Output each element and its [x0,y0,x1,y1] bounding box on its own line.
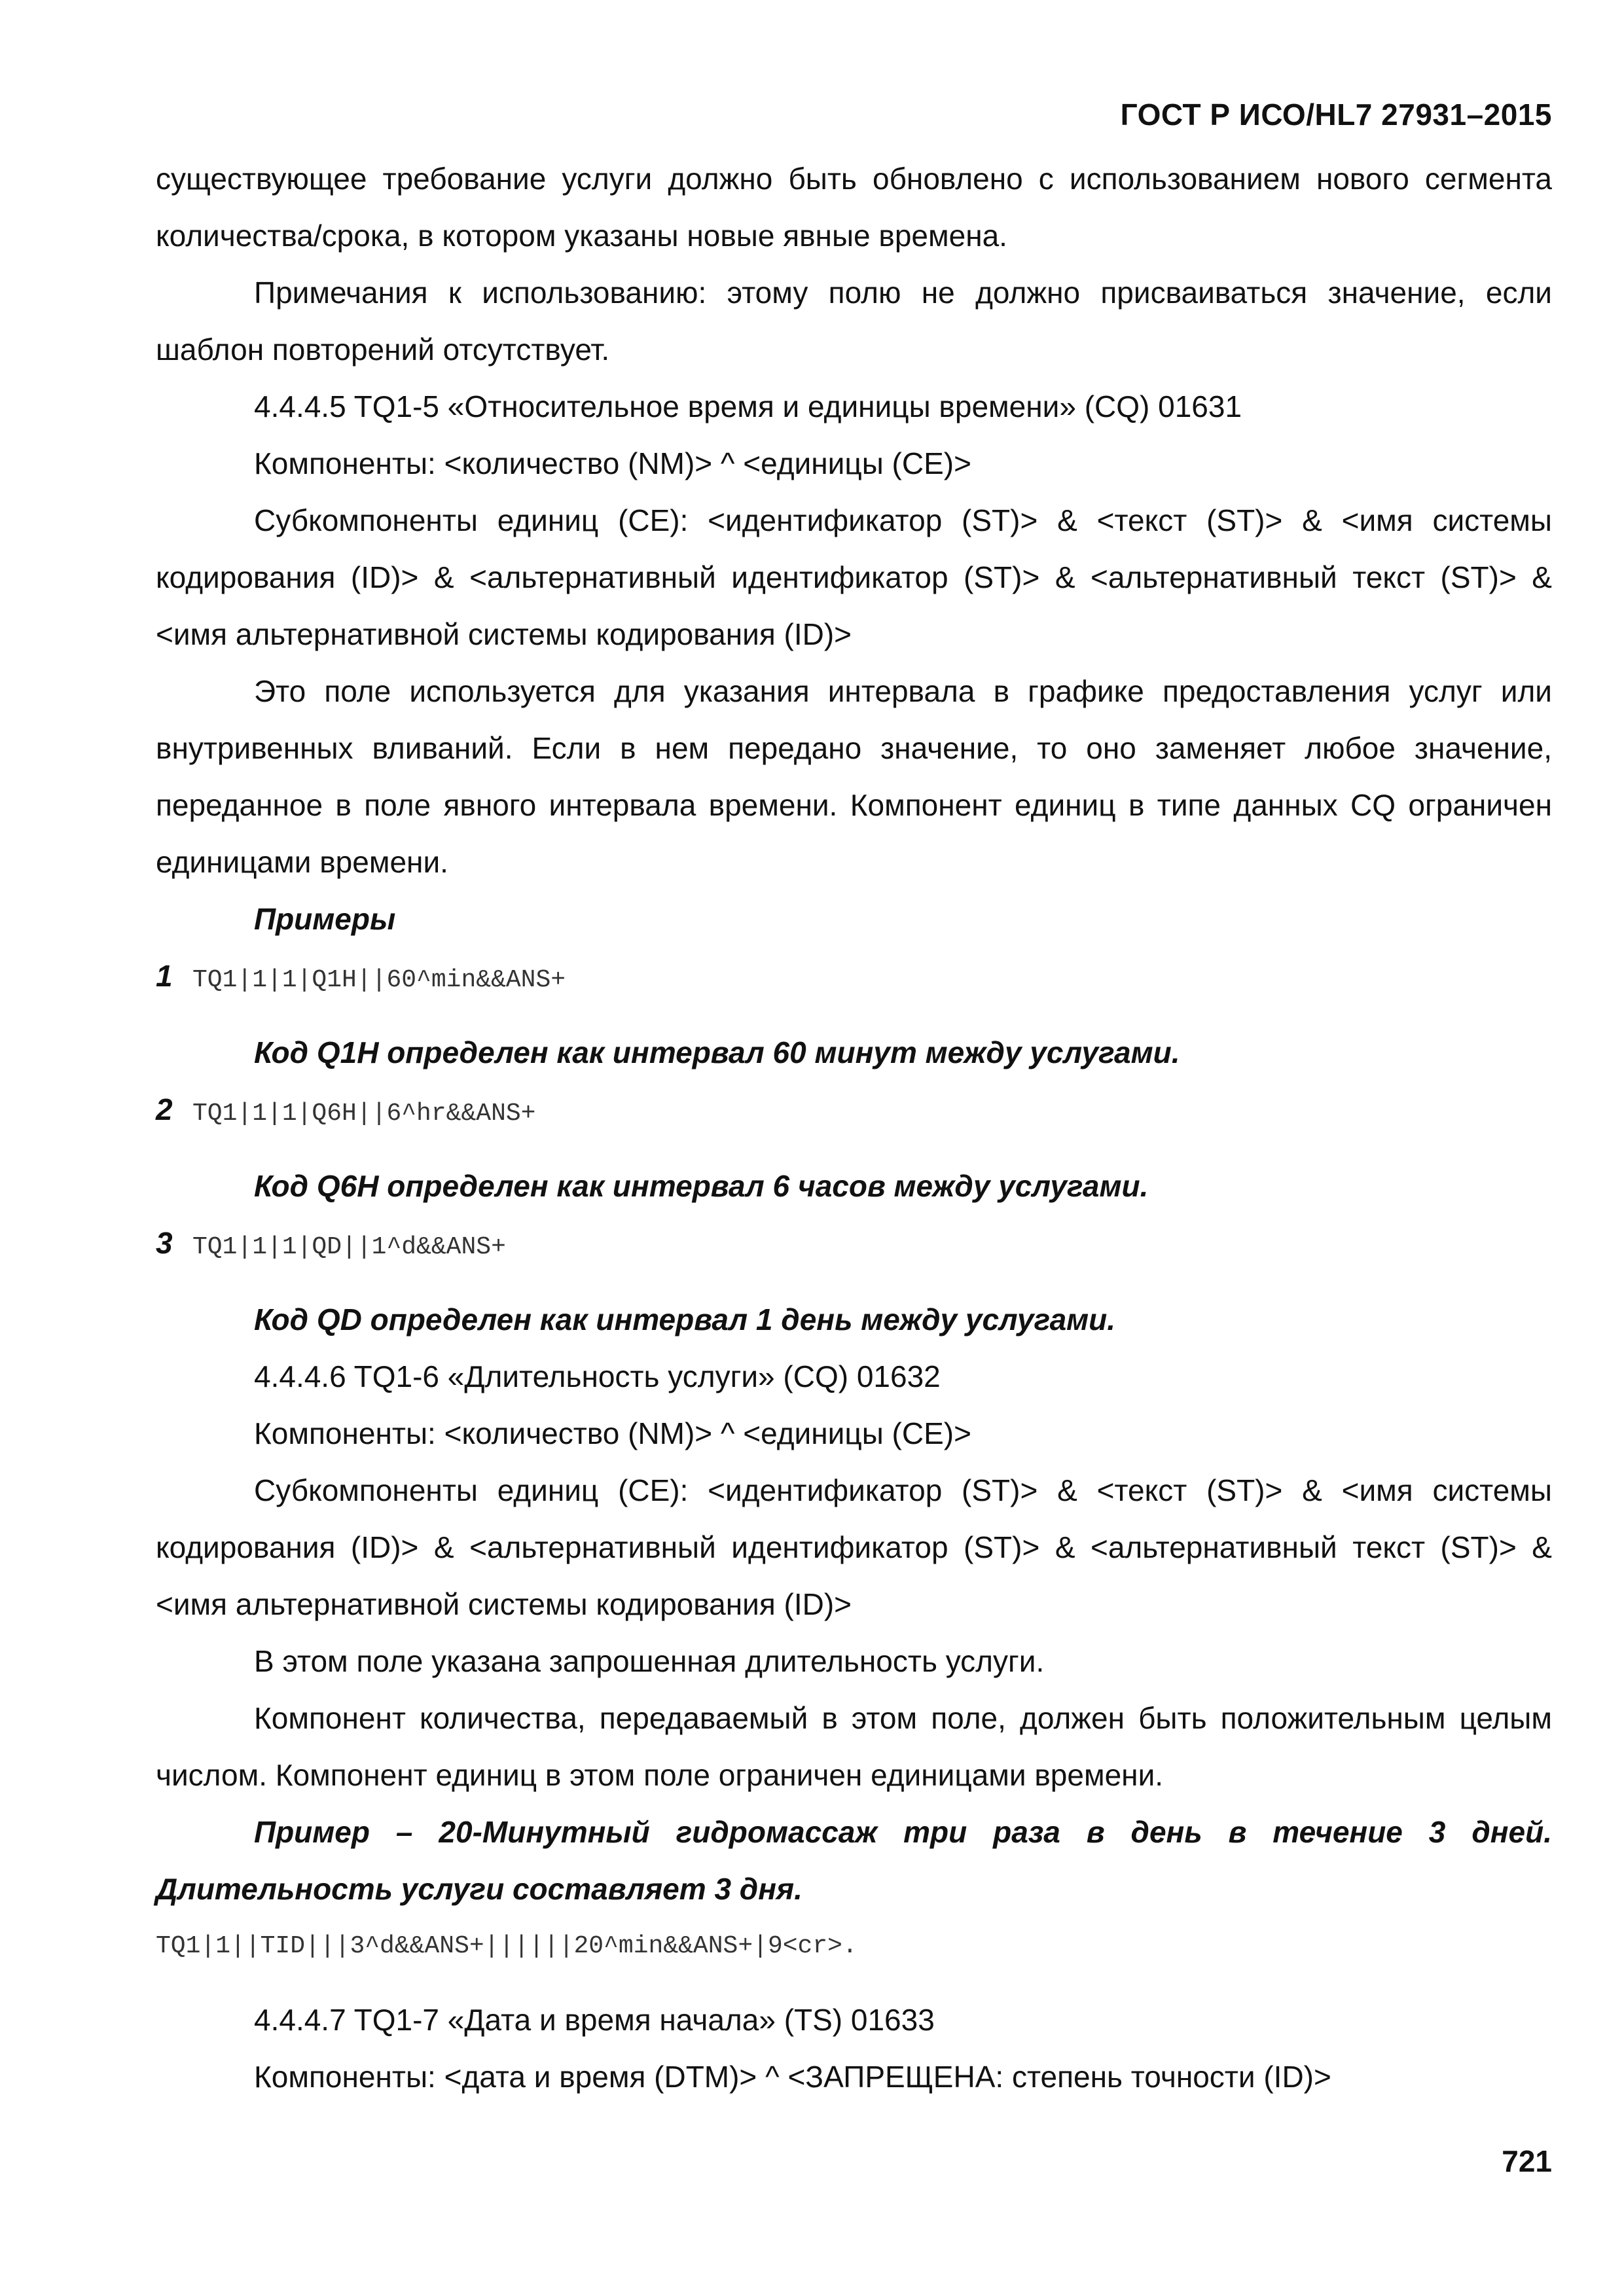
example-number: 3 [156,1226,173,1260]
document-header: ГОСТ Р ИСО/HL7 27931–2015 [1120,98,1552,132]
example-paragraph: Пример – 20-Минутный гидромассаж три раза в день в течение 3 дней. Длительность услуги составляет 3 дня. [156,1815,1552,1906]
paragraph: Компоненты: <количество (NM)> ^ <единицы (CE)> [254,1416,971,1450]
paragraph: Компоненты: <количество (NM)> ^ <единицы (CE)> [254,446,971,480]
example-code-line [156,948,1552,1009]
paragraph: Компоненты: <дата и время (DTM)> ^ <ЗАПРЕЩЕНА: степень точности (ID)> [254,2060,1331,2094]
example-code: TQ1|1|1|Q1H||60^min&&ANS+ [192,966,566,994]
paragraph: Примечания к использованию: этому полю не должно присваиваться значение, если шаблон повторений отсутствует. [156,276,1552,367]
example-code-line [156,1081,1552,1142]
paragraph: Субкомпоненты единиц (CE): <идентификатор (ST)> & <текст (ST)> & <имя системы кодирования (ID)> & <альтернативный идентификатор (ST)> & <альтернативный текст (ST)> & <имя альтернативной системы кодирования (ID)> [156,503,1552,651]
example-code-line [156,1215,1552,1276]
example-code: TQ1|1|1|QD||1^d&&ANS+ [192,1233,506,1261]
document-body [156,151,1552,2106]
section-heading: 4.4.4.6 TQ1-6 «Длительность услуги» (CQ) 01632 [254,1359,941,1393]
section-heading: 4.4.4.5 TQ1-5 «Относительное время и единицы времени» (CQ) 01631 [254,389,1242,423]
example-note: Код Q1H определен как интервал 60 минут между услугами. [254,1035,1180,1069]
code-block: TQ1|1||TID|||3^d&&ANS+||||||20^min&&ANS+|9<cr>. [156,1932,857,1960]
section-heading: 4.4.4.7 TQ1-7 «Дата и время начала» (TS) 01633 [254,2003,935,2037]
paragraph: Это поле используется для указания интервала в графике предоставления услуг или внутривенных вливаний. Если в нем передано значение, то оно заменяет любое значение, переданное в поле явного интервала времени. Компонент единиц в типе данных CQ ограничен единицами времени. [156,674,1552,879]
paragraph: Компонент количества, передаваемый в этом поле, должен быть положительным целым числом. Компонент единиц в этом поле ограничен единицами времени. [156,1701,1552,1792]
example-note: Код QD определен как интервал 1 день между услугами. [254,1302,1116,1336]
paragraph: существующее требование услуги должно быть обновлено с использованием нового сегмента количества/срока, в котором указаны новые явные времена. [156,162,1552,253]
page-number: 721 [1502,2144,1552,2178]
examples-heading: Примеры [254,902,396,936]
paragraph: В этом поле указана запрошенная длительность услуги. [254,1644,1045,1678]
paragraph: Субкомпоненты единиц (CE): <идентификатор (ST)> & <текст (ST)> & <имя системы кодирования (ID)> & <альтернативный идентификатор (ST)> & <альтернативный текст (ST)> & <имя альтернативной системы кодирования (ID)> [156,1473,1552,1621]
example-code: TQ1|1|1|Q6H||6^hr&&ANS+ [192,1100,536,1128]
example-note: Код Q6H определен как интервал 6 часов между услугами. [254,1169,1149,1203]
example-number: 2 [156,1092,173,1126]
example-number: 1 [156,959,173,993]
